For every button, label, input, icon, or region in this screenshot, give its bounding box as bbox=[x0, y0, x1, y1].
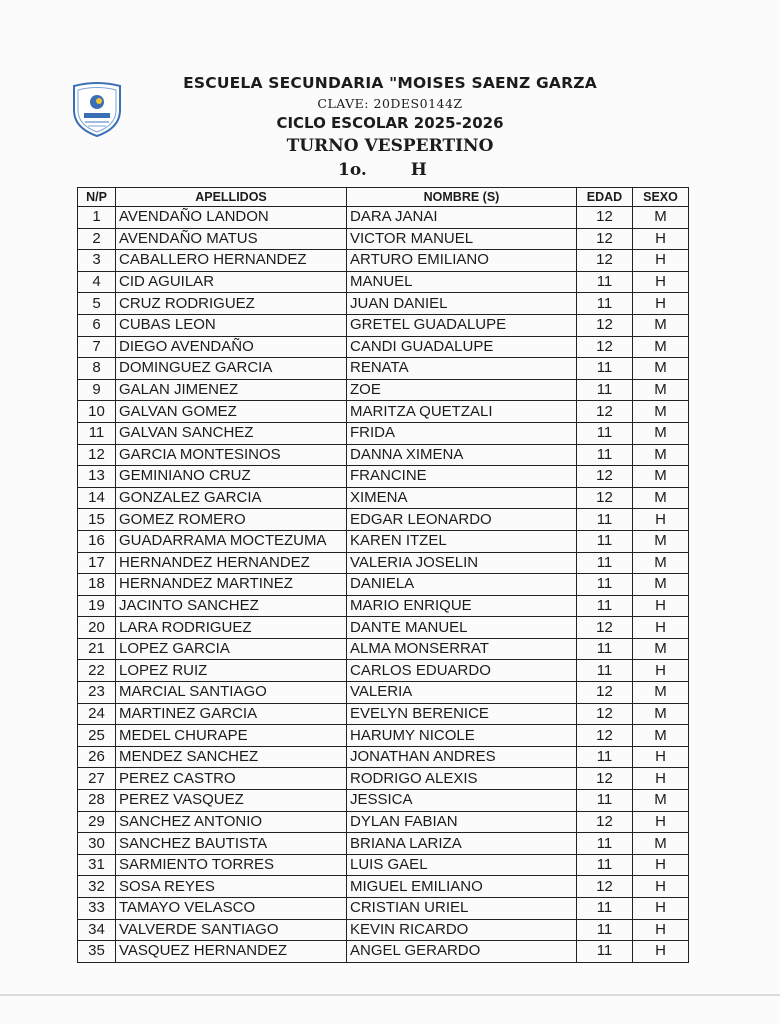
cell-sexo: M bbox=[633, 725, 689, 747]
table-header-row bbox=[78, 188, 689, 207]
cell-apellidos: MENDEZ SANCHEZ bbox=[116, 746, 347, 768]
cell-nombre: DANIELA bbox=[347, 574, 577, 596]
cell-apellidos: SOSA REYES bbox=[116, 876, 347, 898]
cell-edad: 12 bbox=[577, 703, 633, 725]
cell-edad: 12 bbox=[577, 401, 633, 423]
cell-sexo: M bbox=[633, 466, 689, 488]
cell-np: 21 bbox=[78, 638, 116, 660]
cell-apellidos: LOPEZ RUIZ bbox=[116, 660, 347, 682]
cell-np: 31 bbox=[78, 854, 116, 876]
cell-nombre: FRIDA bbox=[347, 422, 577, 444]
cell-nombre: HARUMY NICOLE bbox=[347, 725, 577, 747]
table-row bbox=[78, 898, 689, 920]
cell-edad: 12 bbox=[577, 250, 633, 272]
cell-nombre: RODRIGO ALEXIS bbox=[347, 768, 577, 790]
table-row bbox=[78, 466, 689, 488]
cell-apellidos: GONZALEZ GARCIA bbox=[116, 487, 347, 509]
cell-edad: 11 bbox=[577, 422, 633, 444]
cell-sexo: M bbox=[633, 682, 689, 704]
cell-nombre: EDGAR LEONARDO bbox=[347, 509, 577, 531]
cell-sexo: M bbox=[633, 379, 689, 401]
shift-label: TURNO VESPERTINO bbox=[286, 136, 494, 156]
cell-edad: 11 bbox=[577, 898, 633, 920]
cell-sexo: M bbox=[633, 638, 689, 660]
cell-sexo: H bbox=[633, 617, 689, 639]
cell-apellidos: PEREZ CASTRO bbox=[116, 768, 347, 790]
cell-edad: 12 bbox=[577, 876, 633, 898]
school-code: CLAVE: 20DES0144Z bbox=[317, 96, 463, 111]
cell-apellidos: TAMAYO VELASCO bbox=[116, 898, 347, 920]
cell-nombre: MARIO ENRIQUE bbox=[347, 595, 577, 617]
cell-np: 32 bbox=[78, 876, 116, 898]
cell-edad: 11 bbox=[577, 833, 633, 855]
cell-sexo: M bbox=[633, 444, 689, 466]
cell-np: 25 bbox=[78, 725, 116, 747]
cell-edad: 12 bbox=[577, 682, 633, 704]
cell-apellidos: AVENDAÑO LANDON bbox=[116, 207, 347, 229]
cell-edad: 11 bbox=[577, 379, 633, 401]
cell-edad: 11 bbox=[577, 271, 633, 293]
cell-sexo: H bbox=[633, 876, 689, 898]
cell-edad: 11 bbox=[577, 638, 633, 660]
cell-sexo: H bbox=[633, 854, 689, 876]
cell-nombre: DANNA XIMENA bbox=[347, 444, 577, 466]
cell-np: 11 bbox=[78, 422, 116, 444]
cell-sexo: H bbox=[633, 271, 689, 293]
cell-edad: 11 bbox=[577, 660, 633, 682]
cell-apellidos: SANCHEZ BAUTISTA bbox=[116, 833, 347, 855]
cell-apellidos: CID AGUILAR bbox=[116, 271, 347, 293]
cell-nombre: KEVIN RICARDO bbox=[347, 919, 577, 941]
cell-edad: 12 bbox=[577, 487, 633, 509]
group-label: H bbox=[410, 160, 427, 180]
cell-apellidos: GARCIA MONTESINOS bbox=[116, 444, 347, 466]
cell-apellidos: VALVERDE SANTIAGO bbox=[116, 919, 347, 941]
cell-sexo: H bbox=[633, 811, 689, 833]
table-row bbox=[78, 401, 689, 423]
cell-np: 34 bbox=[78, 919, 116, 941]
cell-edad: 11 bbox=[577, 574, 633, 596]
cell-nombre: DARA JANAI bbox=[347, 207, 577, 229]
cell-np: 22 bbox=[78, 660, 116, 682]
page-edge-divider bbox=[0, 994, 780, 996]
cell-sexo: M bbox=[633, 487, 689, 509]
cell-edad: 11 bbox=[577, 790, 633, 812]
cell-np: 26 bbox=[78, 746, 116, 768]
column-header-apellidos: APELLIDOS bbox=[116, 188, 347, 207]
cell-nombre: JONATHAN ANDRES bbox=[347, 746, 577, 768]
table-row bbox=[78, 487, 689, 509]
cell-sexo: M bbox=[633, 207, 689, 229]
column-header-nombre: NOMBRE (S) bbox=[347, 188, 577, 207]
school-name: ESCUELA SECUNDARIA "MOISES SAENZ GARZA bbox=[183, 74, 597, 92]
table-row bbox=[78, 790, 689, 812]
cell-sexo: M bbox=[633, 422, 689, 444]
cell-nombre: EVELYN BERENICE bbox=[347, 703, 577, 725]
cell-nombre: VALERIA JOSELIN bbox=[347, 552, 577, 574]
cell-np: 15 bbox=[78, 509, 116, 531]
cell-np: 10 bbox=[78, 401, 116, 423]
cell-nombre: MANUEL bbox=[347, 271, 577, 293]
cell-sexo: H bbox=[633, 941, 689, 963]
cell-apellidos: AVENDAÑO MATUS bbox=[116, 228, 347, 250]
cell-np: 17 bbox=[78, 552, 116, 574]
cell-nombre: ALMA MONSERRAT bbox=[347, 638, 577, 660]
cell-np: 28 bbox=[78, 790, 116, 812]
cell-nombre: VICTOR MANUEL bbox=[347, 228, 577, 250]
table-row bbox=[78, 833, 689, 855]
cell-nombre: JESSICA bbox=[347, 790, 577, 812]
cell-np: 20 bbox=[78, 617, 116, 639]
cell-apellidos: PEREZ VASQUEZ bbox=[116, 790, 347, 812]
cell-np: 23 bbox=[78, 682, 116, 704]
cell-sexo: H bbox=[633, 595, 689, 617]
cell-nombre: RENATA bbox=[347, 358, 577, 380]
cell-apellidos: GUADARRAMA MOCTEZUMA bbox=[116, 530, 347, 552]
table-row bbox=[78, 876, 689, 898]
cell-apellidos: JACINTO SANCHEZ bbox=[116, 595, 347, 617]
table-row bbox=[78, 358, 689, 380]
column-header-sexo: SEXO bbox=[633, 188, 689, 207]
cell-sexo: M bbox=[633, 314, 689, 336]
cell-apellidos: CUBAS LEON bbox=[116, 314, 347, 336]
cell-np: 13 bbox=[78, 466, 116, 488]
table-row bbox=[78, 682, 689, 704]
cell-nombre: CANDI GUADALUPE bbox=[347, 336, 577, 358]
cell-apellidos: MARCIAL SANTIAGO bbox=[116, 682, 347, 704]
cell-nombre: ZOE bbox=[347, 379, 577, 401]
cell-sexo: M bbox=[633, 790, 689, 812]
cell-edad: 11 bbox=[577, 854, 633, 876]
column-header-edad: EDAD bbox=[577, 188, 633, 207]
cell-sexo: M bbox=[633, 552, 689, 574]
cell-apellidos: DOMINGUEZ GARCIA bbox=[116, 358, 347, 380]
cell-sexo: M bbox=[633, 574, 689, 596]
table-row bbox=[78, 811, 689, 833]
cell-np: 9 bbox=[78, 379, 116, 401]
cell-np: 16 bbox=[78, 530, 116, 552]
cell-edad: 11 bbox=[577, 444, 633, 466]
cell-sexo: H bbox=[633, 228, 689, 250]
table-row bbox=[78, 379, 689, 401]
cell-np: 12 bbox=[78, 444, 116, 466]
cell-apellidos: GALVAN GOMEZ bbox=[116, 401, 347, 423]
cell-nombre: CRISTIAN URIEL bbox=[347, 898, 577, 920]
table-row bbox=[78, 250, 689, 272]
cell-apellidos: VASQUEZ HERNANDEZ bbox=[116, 941, 347, 963]
cell-apellidos: HERNANDEZ MARTINEZ bbox=[116, 574, 347, 596]
cell-edad: 12 bbox=[577, 336, 633, 358]
cell-sexo: H bbox=[633, 768, 689, 790]
cell-np: 29 bbox=[78, 811, 116, 833]
cell-sexo: H bbox=[633, 509, 689, 531]
cell-sexo: M bbox=[633, 703, 689, 725]
table-row bbox=[78, 336, 689, 358]
cell-np: 33 bbox=[78, 898, 116, 920]
cell-nombre: DYLAN FABIAN bbox=[347, 811, 577, 833]
cell-edad: 11 bbox=[577, 509, 633, 531]
cell-nombre: BRIANA LARIZA bbox=[347, 833, 577, 855]
cell-edad: 11 bbox=[577, 746, 633, 768]
cell-apellidos: GALAN JIMENEZ bbox=[116, 379, 347, 401]
table-row bbox=[78, 919, 689, 941]
cell-apellidos: GEMINIANO CRUZ bbox=[116, 466, 347, 488]
table-row bbox=[78, 638, 689, 660]
table-row bbox=[78, 314, 689, 336]
cell-np: 4 bbox=[78, 271, 116, 293]
cell-edad: 12 bbox=[577, 466, 633, 488]
grade-group bbox=[338, 160, 427, 180]
cell-edad: 12 bbox=[577, 228, 633, 250]
cell-nombre: LUIS GAEL bbox=[347, 854, 577, 876]
cell-edad: 12 bbox=[577, 725, 633, 747]
table-row bbox=[78, 444, 689, 466]
cell-np: 18 bbox=[78, 574, 116, 596]
cell-edad: 11 bbox=[577, 530, 633, 552]
cell-apellidos: LOPEZ GARCIA bbox=[116, 638, 347, 660]
school-year: CICLO ESCOLAR 2025-2026 bbox=[276, 114, 504, 132]
cell-apellidos: LARA RODRIGUEZ bbox=[116, 617, 347, 639]
table-row bbox=[78, 703, 689, 725]
table-row bbox=[78, 228, 689, 250]
cell-apellidos: HERNANDEZ HERNANDEZ bbox=[116, 552, 347, 574]
table-row bbox=[78, 574, 689, 596]
cell-edad: 12 bbox=[577, 768, 633, 790]
cell-apellidos: DIEGO AVENDAÑO bbox=[116, 336, 347, 358]
cell-np: 35 bbox=[78, 941, 116, 963]
cell-apellidos: SANCHEZ ANTONIO bbox=[116, 811, 347, 833]
school-shield-icon bbox=[70, 80, 124, 138]
table-row bbox=[78, 768, 689, 790]
cell-np: 3 bbox=[78, 250, 116, 272]
cell-nombre: FRANCINE bbox=[347, 466, 577, 488]
cell-nombre: DANTE MANUEL bbox=[347, 617, 577, 639]
cell-np: 14 bbox=[78, 487, 116, 509]
cell-apellidos: MARTINEZ GARCIA bbox=[116, 703, 347, 725]
cell-nombre: GRETEL GUADALUPE bbox=[347, 314, 577, 336]
table-row bbox=[78, 941, 689, 963]
cell-np: 27 bbox=[78, 768, 116, 790]
cell-apellidos: GALVAN SANCHEZ bbox=[116, 422, 347, 444]
table-row bbox=[78, 854, 689, 876]
cell-edad: 11 bbox=[577, 919, 633, 941]
cell-sexo: M bbox=[633, 530, 689, 552]
cell-sexo: H bbox=[633, 898, 689, 920]
cell-apellidos: GOMEZ ROMERO bbox=[116, 509, 347, 531]
cell-sexo: H bbox=[633, 250, 689, 272]
cell-np: 30 bbox=[78, 833, 116, 855]
table-row bbox=[78, 660, 689, 682]
table-row bbox=[78, 293, 689, 315]
cell-edad: 11 bbox=[577, 293, 633, 315]
column-header-np: N/P bbox=[78, 188, 116, 207]
table-row bbox=[78, 617, 689, 639]
table-row bbox=[78, 509, 689, 531]
cell-np: 19 bbox=[78, 595, 116, 617]
cell-nombre: MARITZA QUETZALI bbox=[347, 401, 577, 423]
cell-sexo: H bbox=[633, 919, 689, 941]
table-row bbox=[78, 552, 689, 574]
table-row bbox=[78, 422, 689, 444]
cell-np: 7 bbox=[78, 336, 116, 358]
cell-nombre: ANGEL GERARDO bbox=[347, 941, 577, 963]
cell-nombre: VALERIA bbox=[347, 682, 577, 704]
cell-nombre: MIGUEL EMILIANO bbox=[347, 876, 577, 898]
cell-edad: 12 bbox=[577, 617, 633, 639]
cell-sexo: M bbox=[633, 358, 689, 380]
cell-sexo: M bbox=[633, 401, 689, 423]
table-row bbox=[78, 746, 689, 768]
cell-nombre: XIMENA bbox=[347, 487, 577, 509]
table-row bbox=[78, 207, 689, 229]
cell-np: 6 bbox=[78, 314, 116, 336]
cell-edad: 12 bbox=[577, 811, 633, 833]
cell-nombre: ARTURO EMILIANO bbox=[347, 250, 577, 272]
cell-nombre: JUAN DANIEL bbox=[347, 293, 577, 315]
cell-sexo: M bbox=[633, 833, 689, 855]
cell-np: 2 bbox=[78, 228, 116, 250]
cell-sexo: H bbox=[633, 746, 689, 768]
cell-np: 1 bbox=[78, 207, 116, 229]
cell-apellidos: SARMIENTO TORRES bbox=[116, 854, 347, 876]
table-row bbox=[78, 595, 689, 617]
cell-sexo: M bbox=[633, 336, 689, 358]
cell-edad: 12 bbox=[577, 207, 633, 229]
cell-np: 8 bbox=[78, 358, 116, 380]
table-body bbox=[78, 207, 689, 963]
cell-apellidos: MEDEL CHURAPE bbox=[116, 725, 347, 747]
cell-sexo: H bbox=[633, 660, 689, 682]
cell-apellidos: CRUZ RODRIGUEZ bbox=[116, 293, 347, 315]
student-roster-table bbox=[77, 187, 689, 963]
cell-edad: 12 bbox=[577, 314, 633, 336]
cell-edad: 11 bbox=[577, 358, 633, 380]
table-row bbox=[78, 271, 689, 293]
cell-nombre: CARLOS EDUARDO bbox=[347, 660, 577, 682]
table-row bbox=[78, 530, 689, 552]
grade-label: 1o. bbox=[338, 160, 367, 180]
cell-edad: 11 bbox=[577, 595, 633, 617]
cell-nombre: KAREN ITZEL bbox=[347, 530, 577, 552]
cell-apellidos: CABALLERO HERNANDEZ bbox=[116, 250, 347, 272]
cell-np: 5 bbox=[78, 293, 116, 315]
cell-edad: 11 bbox=[577, 941, 633, 963]
table-row bbox=[78, 725, 689, 747]
cell-np: 24 bbox=[78, 703, 116, 725]
cell-sexo: H bbox=[633, 293, 689, 315]
cell-edad: 11 bbox=[577, 552, 633, 574]
